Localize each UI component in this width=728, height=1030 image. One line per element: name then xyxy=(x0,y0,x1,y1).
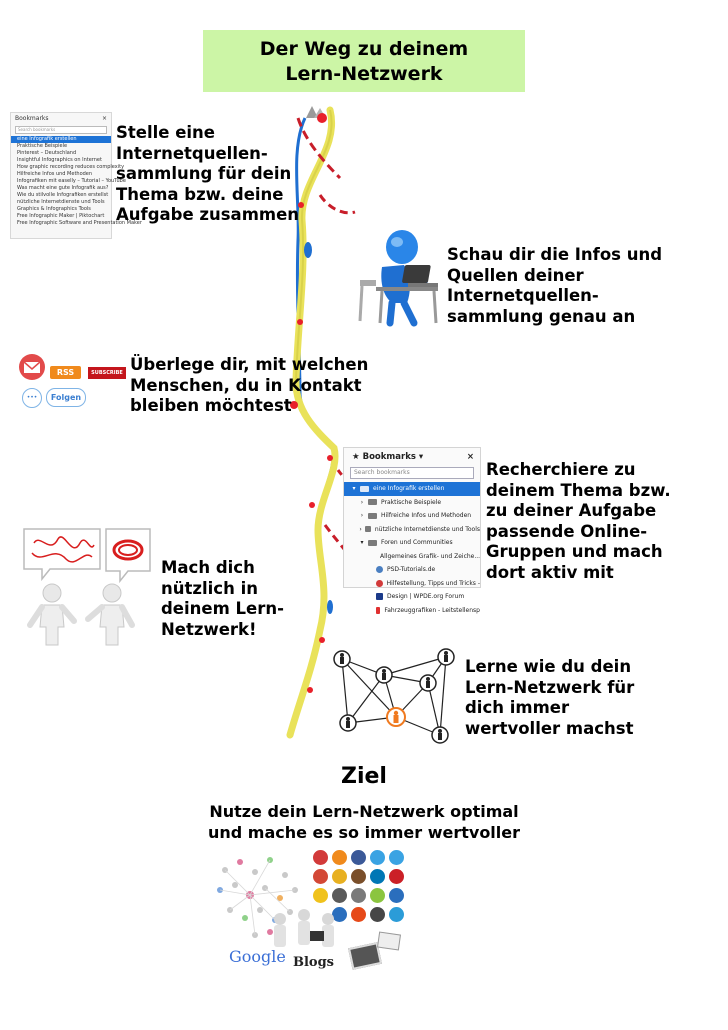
step-3-text xyxy=(130,355,368,417)
bookmarks-header: Bookmarks xyxy=(15,115,49,122)
bookmark-folder[interactable] xyxy=(344,482,480,496)
folder-icon xyxy=(368,513,377,519)
bookmark-item[interactable]: Pinterest – Deutschland xyxy=(17,150,77,156)
folder-icon xyxy=(368,499,377,505)
bookmark-item[interactable] xyxy=(344,577,480,591)
step-2-line: Quellen deiner xyxy=(447,265,584,285)
step-4-line: dort aktiv mit xyxy=(486,562,614,582)
step-5-text xyxy=(161,558,284,640)
step-3-line: Überlege dir, mit welchen xyxy=(130,355,369,374)
blue-figure-laptop-icon xyxy=(352,225,440,327)
step-5-line: Netzwerk! xyxy=(161,619,257,639)
bookmark-label: Design | WPDE.org Forum xyxy=(387,593,465,600)
step-4-line: passende Online- xyxy=(486,521,648,541)
star-icon: ★ xyxy=(352,452,363,462)
wordpress-icon xyxy=(370,907,385,922)
bird-icon xyxy=(389,850,404,865)
dropbox-icon xyxy=(389,888,404,903)
close-icon[interactable]: × xyxy=(101,115,107,122)
bookmark-item[interactable]: Free Infographic Maker | Piktochart xyxy=(17,213,105,219)
cloud-icon xyxy=(389,907,404,922)
bookmark-folder[interactable] xyxy=(344,536,480,550)
title-line-2: Lern-Netzwerk xyxy=(285,63,443,85)
chevron-right-icon: › xyxy=(360,498,364,506)
step-1-line: Internetquellen- xyxy=(116,143,268,163)
bookmarks-panel-large: ★ Bookmarks ▾ × Search bookmarks ▾ eine Infografik erstellen › Praktische Beispiele › Hilfreiche Infos und Methoden › nützliche Internetdienste und Tools ▾ Foren und Communities Allgemeines Grafik- und Zeiche... PSD-Tutorials.de Hilfestellung, Tipps und Tricks - Design | WPDE.org Forum Fahrzeuggrafiken - Leitstellensp xyxy=(343,447,481,588)
step-6-text xyxy=(465,657,634,739)
youtube-icon xyxy=(313,850,328,865)
step-4-line: Gruppen und mach xyxy=(486,542,663,561)
follow-label: Folgen xyxy=(50,393,82,402)
favicon-icon xyxy=(376,593,383,600)
bookmark-folder[interactable] xyxy=(344,496,480,510)
bookmark-label: Foren und Communities xyxy=(381,539,453,546)
google-logo-text: Google xyxy=(229,947,286,966)
bookmark-item[interactable] xyxy=(344,590,480,604)
bell-icon xyxy=(313,888,328,903)
more-button[interactable] xyxy=(22,388,42,408)
goal-text xyxy=(0,801,728,843)
blogs-logo-text: Blogs xyxy=(293,955,335,970)
bookmark-label: PSD-Tutorials.de xyxy=(387,566,436,573)
bookmark-label: eine Infografik erstellen xyxy=(373,485,445,492)
camera-icon xyxy=(351,888,366,903)
bookmark-folder[interactable] xyxy=(344,523,480,537)
folder-icon xyxy=(360,486,369,492)
tumblr-icon xyxy=(332,888,347,903)
step-6-line: Lerne wie du dein xyxy=(465,657,632,676)
goal-title: Ziel xyxy=(341,764,387,789)
stumble-icon xyxy=(351,907,366,922)
social-collage xyxy=(205,845,415,975)
bookmark-item[interactable]: Free Infographic Software and Presentation Maker xyxy=(17,220,142,226)
vimeo-icon xyxy=(370,888,385,903)
favicon-icon xyxy=(376,607,380,614)
step-6-line: dich immer xyxy=(465,698,570,717)
more-label: ••• xyxy=(26,394,38,401)
mail-icon[interactable] xyxy=(18,353,46,381)
bookmark-label: Allgemeines Grafik- und Zeiche... xyxy=(380,552,481,560)
step-6-line: wertvoller machst xyxy=(465,718,634,738)
bookmark-item[interactable]: Insightful Infographics on Internet xyxy=(17,157,102,163)
favicon-icon xyxy=(376,580,383,587)
close-icon[interactable]: × xyxy=(466,452,474,462)
pinterest-icon xyxy=(389,869,404,884)
step-4-text xyxy=(486,460,671,583)
social-buttons xyxy=(18,353,126,409)
instagram-icon xyxy=(351,869,366,884)
twitter-icon xyxy=(370,850,385,865)
linkedin-icon xyxy=(370,869,385,884)
title-line-1: Der Weg zu deinem xyxy=(259,38,469,60)
step-2-line: Internetquellen- xyxy=(447,286,599,305)
bookmark-label: nützliche Internetdienste und Tools xyxy=(374,525,480,533)
network-graph-icon xyxy=(330,645,462,745)
bookmark-item[interactable]: eine Infografik erstellen xyxy=(11,136,111,143)
document-icon xyxy=(377,932,401,951)
goal-line: Nutze dein Lern-Netzwerk optimal xyxy=(209,802,519,821)
bookmark-item[interactable] xyxy=(344,550,480,564)
bookmark-item[interactable]: nützliche Internetdienste und Tools xyxy=(17,199,105,205)
blogs-logo xyxy=(293,955,334,970)
bookmark-item[interactable]: Was macht eine gute Infografik aus? xyxy=(17,185,109,191)
follow-button[interactable] xyxy=(46,388,86,407)
rss-label: RSS xyxy=(56,368,75,377)
chevron-right-icon: › xyxy=(359,525,362,533)
step-2-line: Schau dir die Infos und xyxy=(447,245,663,264)
step-1-line: Aufgabe zusammen xyxy=(116,205,300,224)
step-6-line: Lern-Netzwerk für xyxy=(465,677,635,697)
bookmark-item[interactable]: Praktische Beispiele xyxy=(17,143,68,149)
bookmark-folder[interactable] xyxy=(344,509,480,523)
step-1-line: Thema bzw. deine xyxy=(116,184,284,204)
bookmark-item[interactable]: Infografiken mit easelly – Tutorial – YouTube xyxy=(17,178,126,184)
step-1-line: sammlung für dein xyxy=(116,164,292,183)
step-4-line: Recherchiere zu xyxy=(486,460,636,479)
bookmark-item[interactable] xyxy=(344,604,480,618)
chevron-down-icon: ▾ xyxy=(360,539,364,546)
chevron-down-icon: ▾ xyxy=(352,485,356,492)
goal-line: und mache es so immer wertvoller xyxy=(207,823,521,842)
chevron-right-icon: › xyxy=(360,512,364,519)
folder-icon xyxy=(368,540,377,546)
bookmark-label: Fahrzeuggrafiken - Leitstellensp xyxy=(384,606,480,614)
subscribe-button[interactable] xyxy=(88,367,126,379)
step-5-line: Mach dich xyxy=(161,558,255,577)
bookmarks-panel-small xyxy=(10,112,142,239)
step-3-line: bleiben möchtest xyxy=(130,396,292,415)
favicon-icon xyxy=(376,566,383,573)
step-5-line: deinem Lern- xyxy=(161,599,284,618)
subscribe-label: SUBSCRIBE xyxy=(91,370,123,376)
bookmark-item[interactable]: How graphic recording reduces complexity xyxy=(17,164,125,170)
step-3-line: Menschen, du in Kontakt xyxy=(130,375,362,395)
step-2-line: sammlung genau an xyxy=(447,306,636,326)
step-1-line: Stelle eine xyxy=(116,123,215,142)
bookmark-item[interactable] xyxy=(344,563,480,577)
folder-icon xyxy=(365,526,371,532)
bookmarks-header: Bookmarks xyxy=(362,452,416,462)
step-1-text xyxy=(116,123,299,226)
rss-icon xyxy=(332,850,347,865)
star-social-icon xyxy=(332,869,347,884)
google-plus-icon xyxy=(313,869,328,884)
bookmark-item[interactable]: Wie du stilvolle Infografiken erstellst xyxy=(17,192,109,198)
bookmarks-search-input[interactable]: Search bookmarks xyxy=(15,126,107,134)
step-4-line: zu deiner Aufgabe xyxy=(486,501,657,520)
step-4-line: deinem Thema bzw. xyxy=(486,480,671,500)
bookmark-label: Hilfestellung, Tipps und Tricks - xyxy=(386,579,480,587)
bookmark-item[interactable]: Hilfreiche Infos und Methoden xyxy=(17,171,93,177)
rss-button[interactable] xyxy=(50,366,81,379)
bookmark-label: Hilfreiche Infos und Methoden xyxy=(381,512,472,519)
two-figures-talking-icon xyxy=(20,525,152,647)
bookmark-label: Praktische Beispiele xyxy=(381,498,442,506)
bookmark-item[interactable]: Graphics & Infographics Tools xyxy=(17,206,91,212)
step-5-line: nützlich in xyxy=(161,578,258,598)
bookmarks-search-input[interactable]: Search bookmarks xyxy=(350,467,474,479)
step-2-text xyxy=(447,245,662,327)
google-logo xyxy=(229,947,286,966)
facebook-icon xyxy=(351,850,366,865)
